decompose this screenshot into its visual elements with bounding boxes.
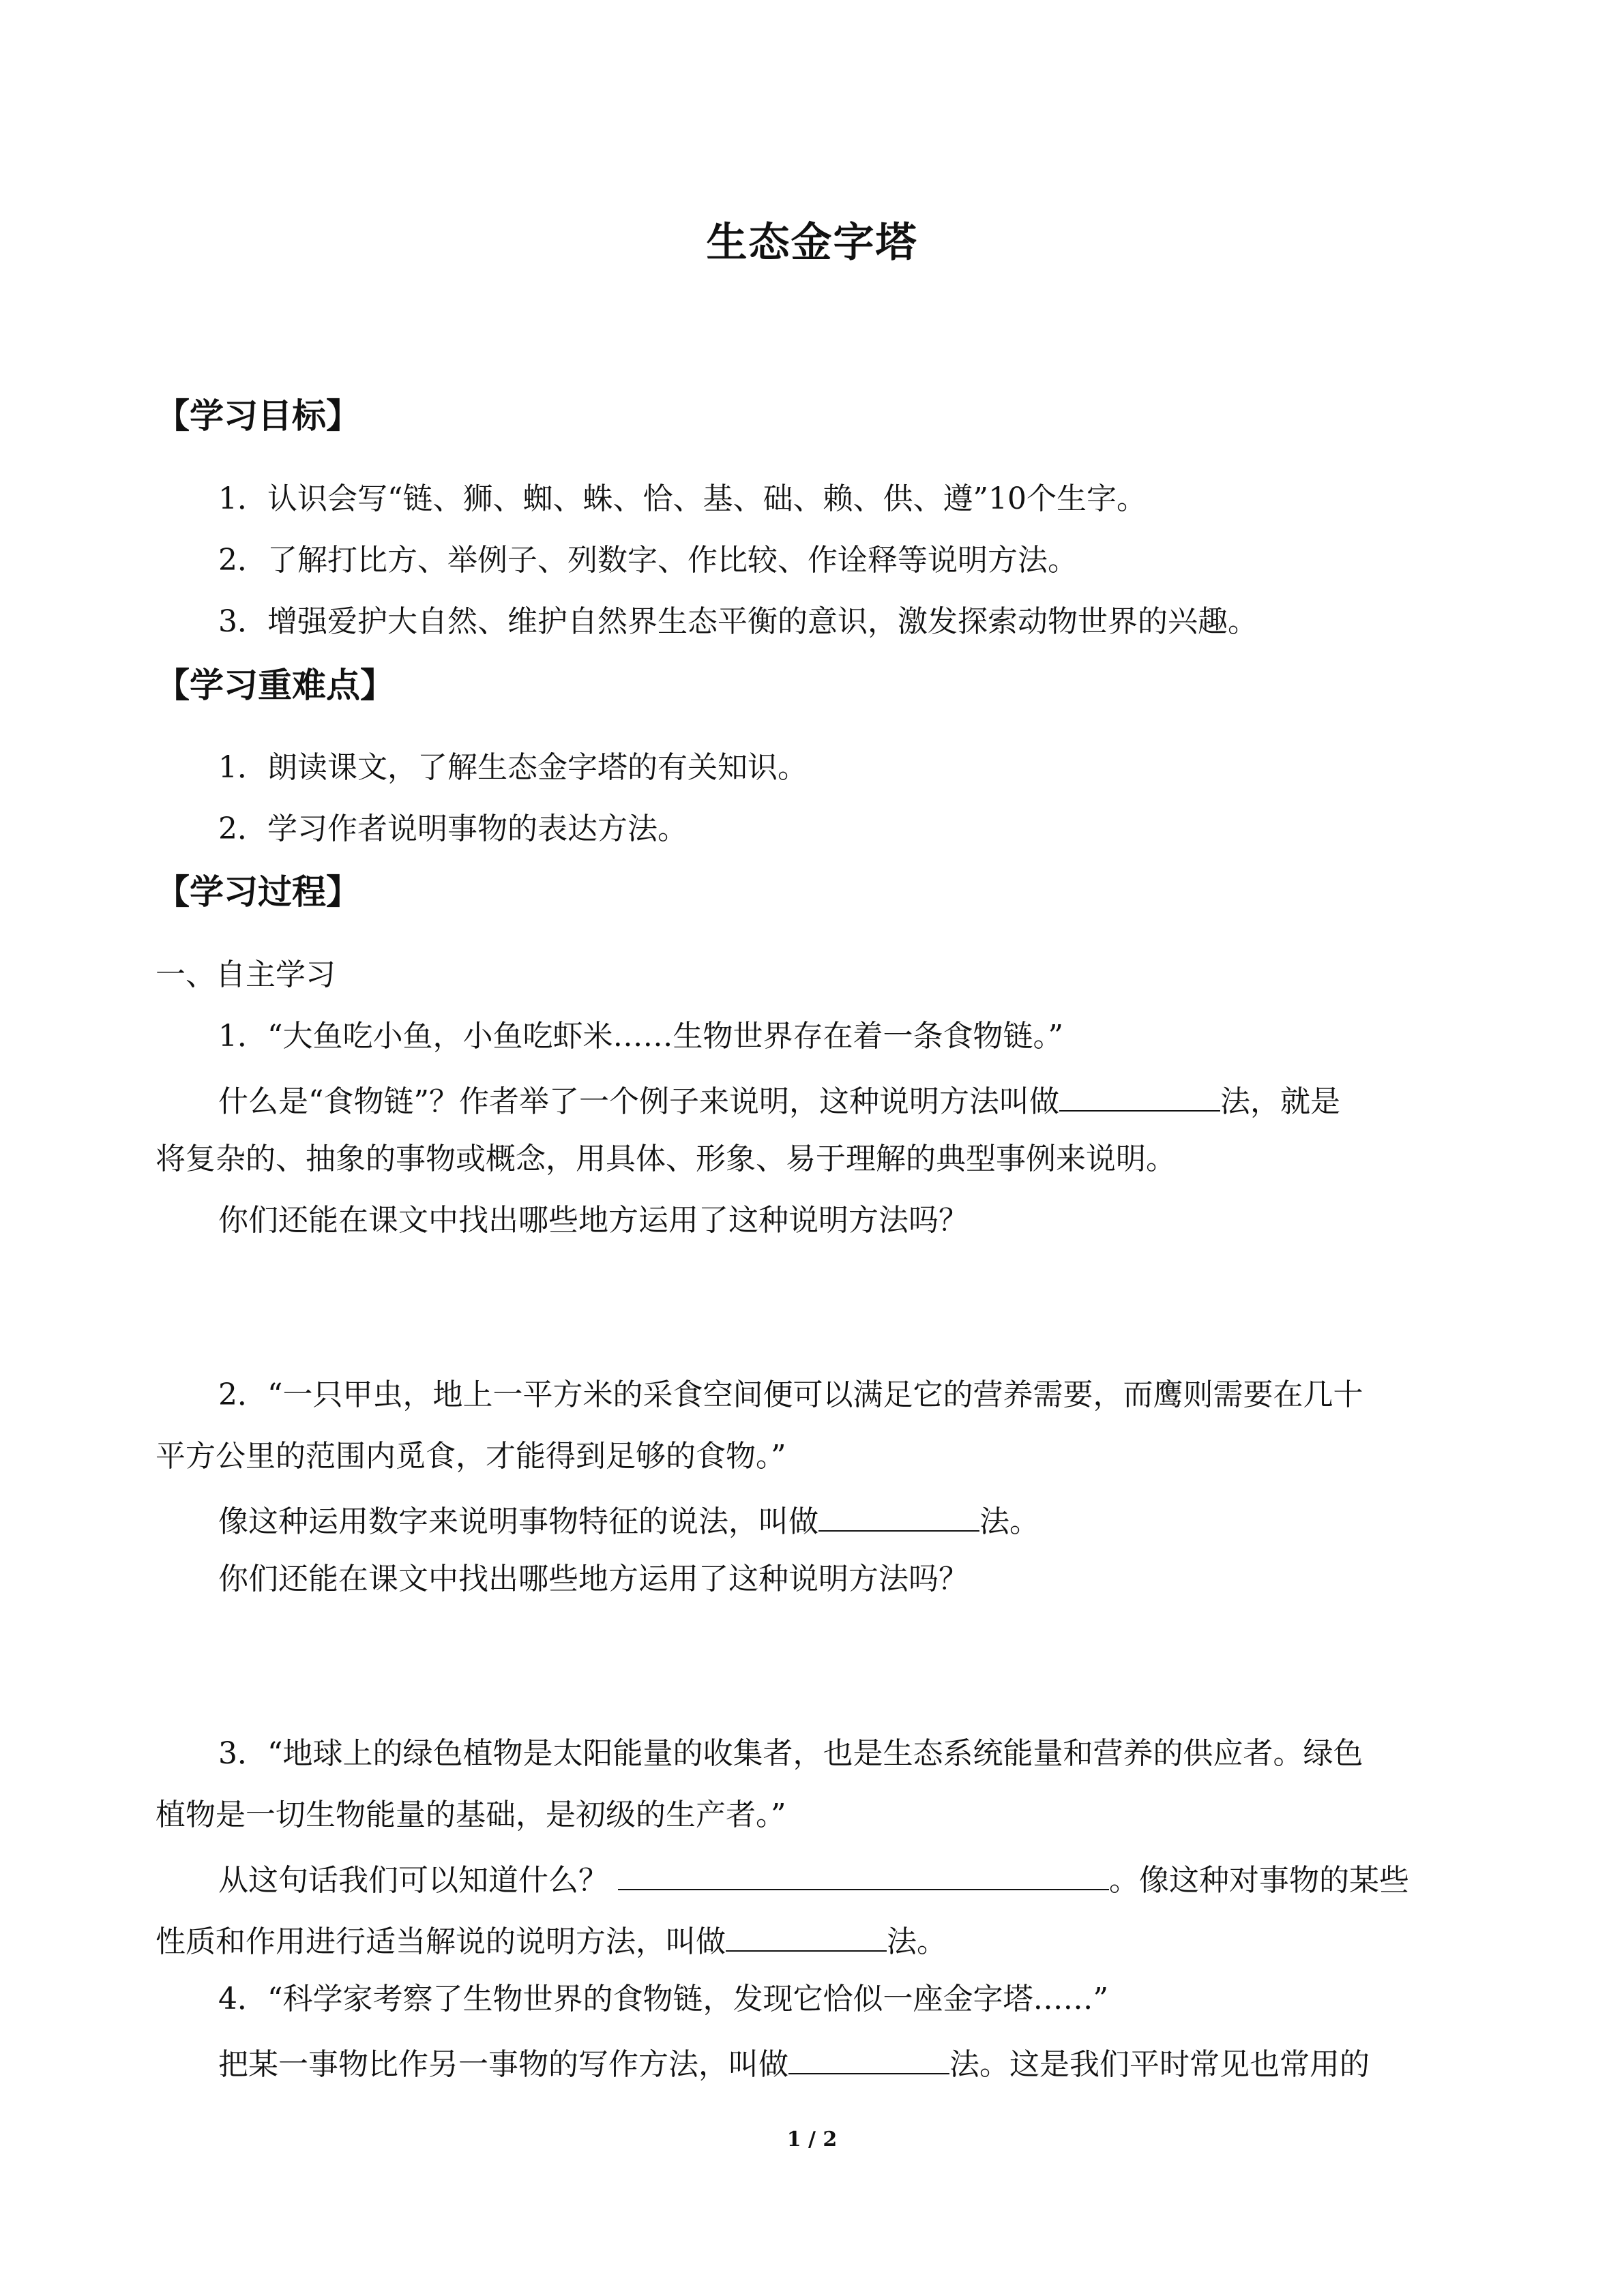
page-number: 1 / 2 — [786, 2128, 838, 2151]
q2-question — [218, 1497, 1039, 1542]
q3-quote-line-2: 植物是一切生物能量的基础，是初级的生产者。” — [156, 1798, 786, 1832]
q4-answer-blank[interactable] — [788, 2040, 949, 2074]
q3-answer-blank[interactable] — [726, 1918, 887, 1952]
q3-answer-blank-long[interactable] — [618, 1856, 1109, 1890]
q1-followup: 你们还能在课文中找出哪些地方运用了这种说明方法吗？ — [218, 1203, 969, 1238]
q3-question-cont-text-b: 法。 — [887, 1924, 947, 1959]
section-heading-process: 【学习过程】 — [156, 872, 360, 912]
subheading-self-study: 一、自主学习 — [156, 957, 336, 992]
page-title: 生态金字塔 — [706, 219, 918, 267]
q3-quote-line-1: 3．“地球上的绿色植物是太阳能量的收集者，也是生态系统能量和营养的供应者。绿色 — [218, 1736, 1363, 1771]
goal-item-1: 1．认识会写“链、狮、蜘、蛛、恰、基、础、赖、供、遵”10个生字。 — [218, 481, 1147, 516]
goal-item-3: 3．增强爱护大自然、维护自然界生态平衡的意识，激发探索动物世界的兴趣。 — [218, 604, 1258, 639]
section-heading-goals: 【学习目标】 — [156, 396, 360, 436]
key-point-item-1: 1．朗读课文，了解生态金字塔的有关知识。 — [218, 750, 808, 785]
key-point-item-2: 2．学习作者说明事物的表达方法。 — [218, 811, 688, 846]
q3-question-text-b: 。像这种对事物的某些 — [1109, 1863, 1409, 1898]
q3-question-cont-text-a: 性质和作用进行适当解说的说明方法，叫做 — [156, 1924, 726, 1959]
q1-question-text-b: 法，就是 — [1220, 1084, 1340, 1119]
q1-question — [218, 1077, 1340, 1122]
q3-question-continued — [156, 1918, 947, 1963]
q3-question — [218, 1856, 1409, 1901]
q1-question-continued: 将复杂的、抽象的事物或概念，用具体、形象、易于理解的典型事例来说明。 — [156, 1142, 1176, 1176]
q2-quote-line-1: 2．“一只甲虫，地上一平方米的采食空间便可以满足它的营养需要，而鹰则需要在几十 — [218, 1377, 1363, 1412]
q2-question-text-a: 像这种运用数字来说明事物特征的说法，叫做 — [218, 1504, 818, 1539]
q4-question — [218, 2040, 1370, 2085]
q4-question-text-a: 把某一事物比作另一事物的写作方法，叫做 — [218, 2047, 788, 2082]
q1-question-text-a: 什么是“食物链”？作者举了一个例子来说明，这种说明方法叫做 — [218, 1084, 1059, 1119]
goal-item-2: 2．了解打比方、举例子、列数字、作比较、作诠释等说明方法。 — [218, 543, 1078, 578]
section-heading-key-points: 【学习重难点】 — [156, 666, 394, 705]
q2-followup: 你们还能在课文中找出哪些地方运用了这种说明方法吗？ — [218, 1562, 969, 1596]
q1-quote: 1．“大鱼吃小鱼，小鱼吃虾米……生物世界存在着一条食物链。” — [218, 1019, 1063, 1054]
q4-quote: 4．“科学家考察了生物世界的食物链，发现它恰似一座金字塔……” — [218, 1982, 1108, 2016]
q2-quote-line-2: 平方公里的范围内觅食，才能得到足够的食物。” — [156, 1439, 786, 1474]
q2-answer-blank[interactable] — [818, 1497, 979, 1532]
q3-question-text-a: 从这句话我们可以知道什么？ — [218, 1863, 608, 1898]
q1-answer-blank[interactable] — [1059, 1077, 1220, 1112]
q4-question-text-b: 法。这是我们平时常见也常用的 — [949, 2047, 1370, 2082]
q2-question-text-b: 法。 — [979, 1504, 1039, 1539]
